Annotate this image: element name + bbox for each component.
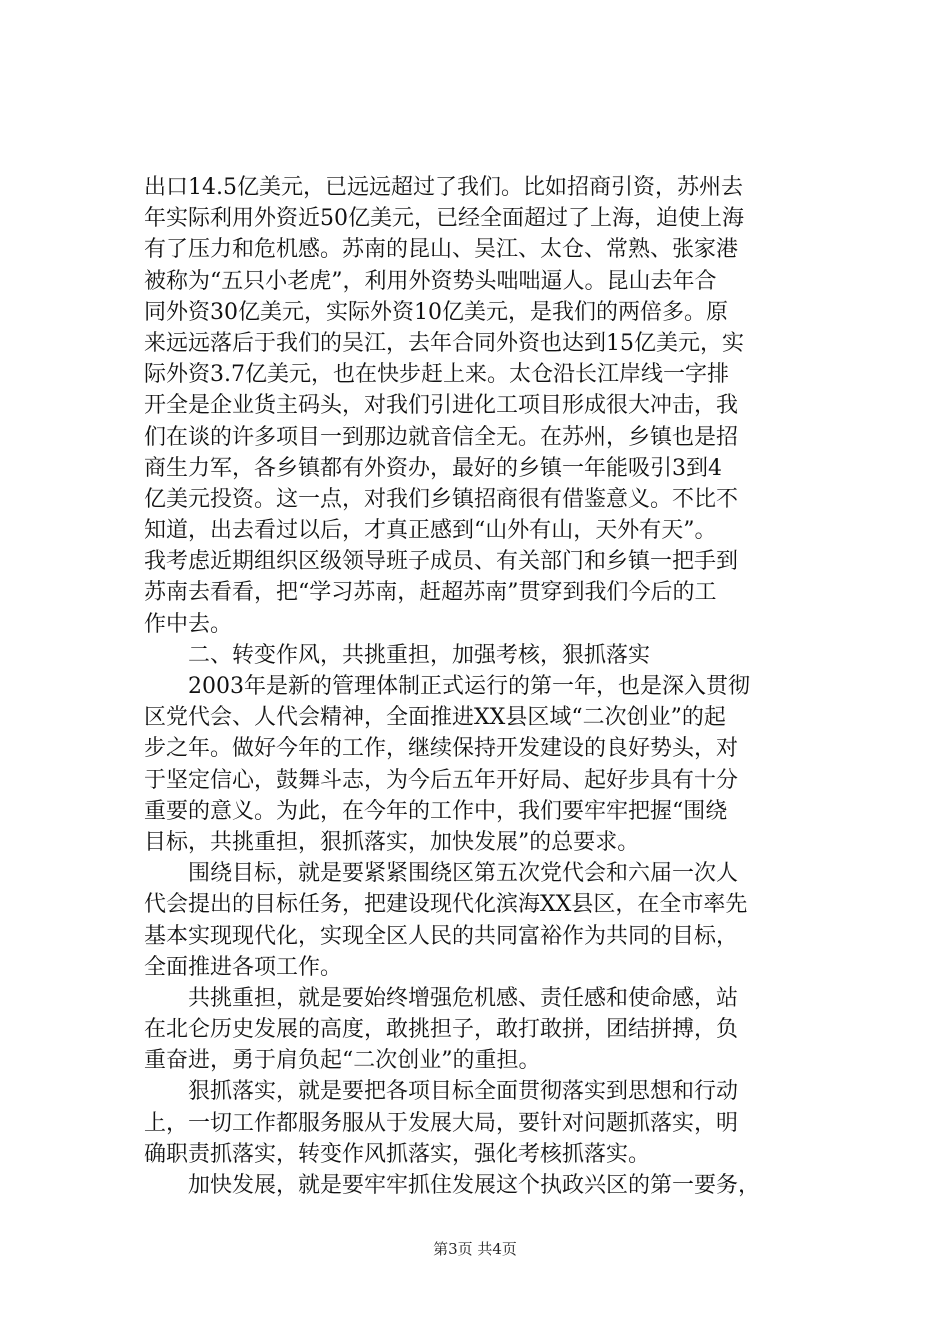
text-line: 开全是企业货主码头，对我们引进化工项目形成很大冲击，我: [144, 393, 739, 419]
text-line: 步之年。做好今年的工作，继续保持开发建设的良好势头，对: [144, 736, 739, 762]
text-line: 在北仑历史发展的高度，敢挑担子，敢打敢拼，团结拼搏，负: [144, 1017, 739, 1043]
text-line: 加快发展，就是要牢牢抓住发展这个执政兴区的第一要务，: [188, 1173, 761, 1198]
text-line: 基本实现现代化，实现全区人民的共同富裕作为共同的目标，: [144, 923, 739, 949]
text-line: 重要的意义。为此，在今年的工作中，我们要牢牢把握“围绕: [144, 798, 728, 824]
text-line: 全面推进各项工作。: [144, 954, 343, 980]
text-line: 我考虑近期组织区级领导班子成员、有关部门和乡镇一把手到: [144, 549, 739, 575]
text-line: 确职责抓落实，转变作风抓落实，强化考核抓落实。: [144, 1141, 651, 1167]
text-line: 际外资3.7亿美元，也在快步赶上来。太仓沿长江岸线一字排: [144, 362, 729, 388]
text-line: 区党代会、人代会精神，全面推进XX县区域“二次创业”的起: [144, 705, 726, 731]
text-line: 目标，共挑重担，狠抓落实，加快发展”的总要求。: [144, 829, 640, 855]
text-line: 作中去。: [144, 611, 233, 637]
text-line: 重奋进，勇于肩负起“二次创业”的重担。: [144, 1048, 541, 1074]
text-line: 年实际利用外资近50亿美元，已经全面超过了上海，迫使上海: [144, 206, 744, 232]
text-line: 代会提出的目标任务，把建设现代化滨海XX县区，在全市率先: [144, 892, 748, 918]
text-line: 于坚定信心，鼓舞斗志，为今后五年开好局、起好步具有十分: [144, 767, 739, 793]
text-line: 二、转变作风，共挑重担，加强考核，狠抓落实: [188, 642, 651, 668]
text-line: 2003年是新的管理体制正式运行的第一年，也是深入贯彻: [188, 674, 750, 699]
text-line: 上，一切工作都服务服从于发展大局，要针对问题抓落实，明: [144, 1110, 739, 1136]
text-line: 知道，出去看过以后，才真正感到“山外有山，天外有天”。: [144, 518, 717, 544]
text-line: 们在谈的许多项目一到那边就音信全无。在苏州，乡镇也是招: [144, 424, 739, 450]
text-line: 商生力军，各乡镇都有外资办，最好的乡镇一年能吸引3到4: [144, 455, 722, 481]
text-line: 同外资30亿美元，实际外资10亿美元，是我们的两倍多。原: [144, 299, 728, 325]
text-line: 围绕目标，就是要紧紧围绕区第五次党代会和六届一次人: [188, 861, 739, 887]
text-line: 有了压力和危机感。苏南的昆山、吴江、太仓、常熟、张家港: [144, 237, 739, 263]
text-line: 狠抓落实，就是要把各项目标全面贯彻落实到思想和行动: [188, 1079, 739, 1105]
text-line: 苏南去看看，把“学习苏南，赶超苏南”贯穿到我们今后的工: [144, 580, 717, 606]
page-footer: 第3页 共4页: [433, 1240, 517, 1258]
document-body: [144, 172, 844, 1201]
text-line: 被称为“五只小老虎”，利用外资势头咄咄逼人。昆山去年合: [144, 268, 717, 294]
text-line: 亿美元投资。这一点，对我们乡镇招商很有借鉴意义。不比不: [144, 486, 739, 512]
text-line: 出口14.5亿美元，已远远超过了我们。比如招商引资，苏州去: [144, 175, 743, 200]
text-line: 来远远落后于我们的吴江，去年合同外资也达到15亿美元，实: [144, 330, 744, 356]
text-line: 共挑重担，就是要始终增强危机感、责任感和使命感，站: [188, 985, 739, 1011]
